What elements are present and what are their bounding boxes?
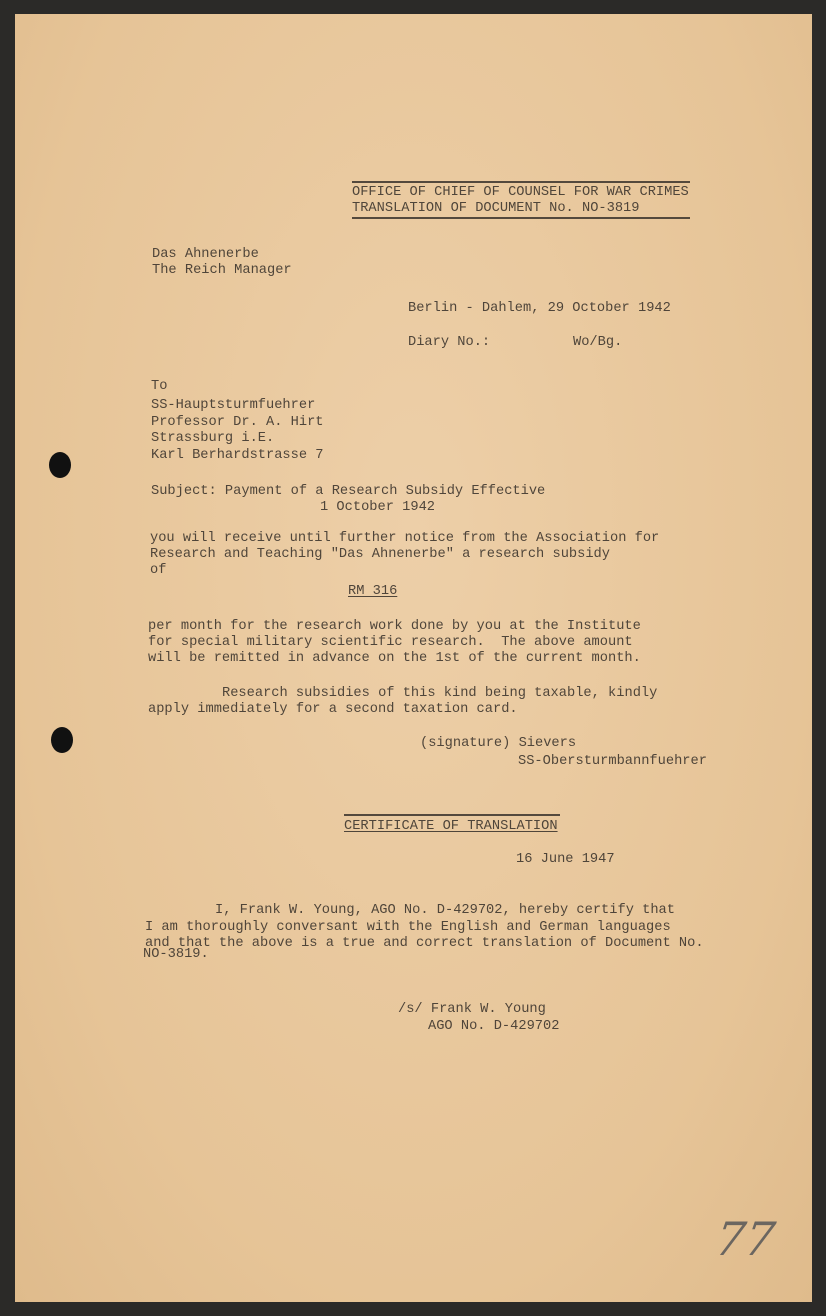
- certificate-ago: AGO No. D-429702: [428, 1019, 560, 1034]
- punch-hole: [51, 727, 73, 753]
- certificate-date: 16 June 1947: [516, 852, 615, 867]
- punch-hole: [49, 452, 71, 478]
- subsidy-amount: RM 316: [348, 584, 398, 599]
- recipient-line: Professor Dr. A. Hirt: [151, 415, 324, 430]
- subject-line: Subject: Payment of a Research Subsidy Effective: [151, 484, 546, 499]
- subject-date: 1 October 1942: [320, 500, 435, 515]
- sender-line: The Reich Manager: [152, 263, 292, 278]
- certificate-signature: /s/ Frank W. Young: [398, 1002, 546, 1017]
- header-office: OFFICE OF CHIEF OF COUNSEL FOR WAR CRIMES: [352, 185, 689, 200]
- certificate-body-line: NO-3819.: [143, 947, 209, 962]
- recipient-line: SS-Hauptsturmfuehrer: [151, 398, 316, 413]
- header-document: TRANSLATION OF DOCUMENT No. NO-3819: [352, 201, 640, 216]
- body-line: you will receive until further notice from the Association for: [150, 531, 660, 546]
- handwritten-page-number: 77: [712, 1212, 779, 1266]
- body-line: for special military scientific research. The above amount: [148, 635, 633, 650]
- recipient-line: Karl Berhardstrasse 7: [151, 448, 324, 463]
- header-rule-bottom: [352, 217, 690, 219]
- certificate-body-line: I am thoroughly conversant with the English and German languages: [145, 920, 671, 935]
- body-line: will be remitted in advance on the 1st of the current month.: [148, 651, 641, 666]
- certificate-body-line: I, Frank W. Young, AGO No. D-429702, hereby certify that: [215, 903, 675, 918]
- body-line: per month for the research work done by you at the Institute: [148, 619, 641, 634]
- recipient-line: To: [151, 379, 168, 394]
- signature-rank: SS-Obersturmbannfuehrer: [518, 754, 707, 769]
- diary-value: Wo/Bg.: [573, 335, 623, 350]
- body-line: Research subsidies of this kind being taxable, kindly: [222, 686, 658, 701]
- header-rule-top: [352, 181, 690, 183]
- body-line: apply immediately for a second taxation card.: [148, 702, 518, 717]
- place-date: Berlin - Dahlem, 29 October 1942: [408, 301, 671, 316]
- diary-label: Diary No.:: [408, 335, 491, 350]
- sender-line: Das Ahnenerbe: [152, 247, 259, 262]
- recipient-line: Strassburg i.E.: [151, 431, 275, 446]
- signature-line: (signature) Sievers: [420, 736, 577, 751]
- body-line: of: [150, 563, 167, 578]
- body-line: Research and Teaching "Das Ahnenerbe" a research subsidy: [150, 547, 610, 562]
- certificate-title: CERTIFICATE OF TRANSLATION: [344, 819, 558, 834]
- certificate-rule: [344, 814, 560, 816]
- certificate-body-line: and that the above is a true and correct translation of Document No.: [145, 936, 704, 951]
